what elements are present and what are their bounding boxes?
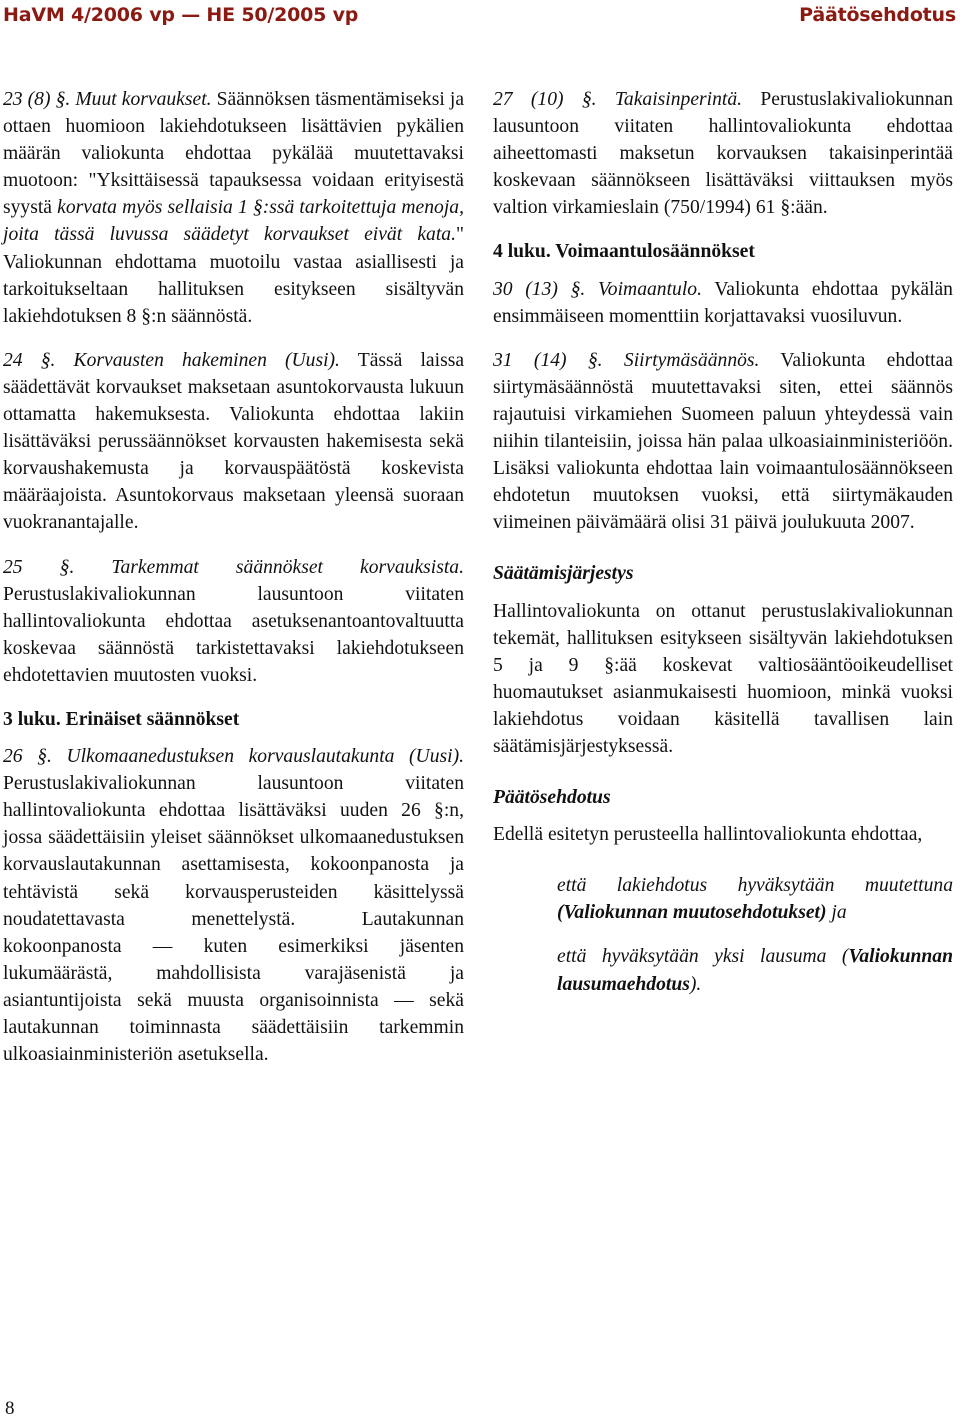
section-26-text: Perustuslakivaliokunnan lausuntoon viitaten hallintovaliokunta ehdottaa lisättäväksi uuden 26 §:n, jossa säädettäisiin yleiset säännökset ulkomaanedustuksen korvauslautakunnan asettamisesta, kokoonpanosta ja tehtävistä sekä korvausperusteiden käsittelyssä noudatettavasta menettelystä. Lautakunnan kokoonpanosta — kuten esimerkiksi jäsenten lukumäärästä, mahdollisista varajäsenistä ja asiantuntijoista sekä muusta organisoinnista — sekä lautakunnan toiminnasta säädettäisiin tarkemmin ulkoasiainministeriön asetuksella. [3,773,464,1066]
section-24-text: Tässä laissa säädettävät korvaukset maksetaan asuntokorvausta lukuun ottamatta hakemuksesta. Valiokunta ehdottaa lakiin lisättäväksi perussäännökset korvausten hakemisesta sekä korvaushakemusta ja korvauspäätöstä koskevista määräajoista. Asuntokorvaus maksetaan yleensä suoraan vuokranantajalle. [3,349,465,534]
section-23-heading: 23 (8) §. Muut korvaukset. [3,89,212,110]
proposal-item-2-tail: ). [689,973,702,995]
paragraph-30 [493,276,953,330]
left-column [3,86,464,1085]
legislative-procedure-text: Hallintovaliokunta on ottanut perustuslakivaliokunnan tekemät, hallituksen esitykseen sisältyvän lakiehdotuksen 5 ja 9 §:ää koskevat valtiosääntöoikeudelliset huomautukset asianmukaisesti huomioon, minkä vuoksi lakiehdotus voidaan käsitellä tavallisen lain säätämisjärjestyksessä. [493,600,953,757]
running-header-title: HaVM 4/2006 vp — HE 50/2005 vp [3,4,359,26]
proposal-item-2 [557,943,953,997]
paragraph-27 [493,86,953,221]
paragraph-24 [3,347,464,537]
right-column [493,86,953,1015]
section-23-text-end: " Valiokunnan ehdottama muotoilu vastaa asiallisesti ja tarkoitukseltaan hallituksen esitykseen sisältyvän lakiehdotuksen 8 §:n säännöstä. [3,224,464,327]
section-25-text: Perustuslakivaliokunnan lausuntoon viitaten hallintovaliokunta ehdottaa asetuksenantoantovaltuutta koskevaa säännöstä tarkistettavaksi lakiehdotukseen ehdotettavien muutosten vuoksi. [3,583,464,686]
section-23-quote: korvata myös sellaisia 1 §:ssä tarkoitettuja menoja, joita tässä luvussa säädetyt korvaukset eivät kata. [3,197,464,246]
section-26-heading: 26 §. Ulkomaanedustuksen korvauslautakunta (Uusi). [3,746,464,768]
running-header-section: Päätösehdotus [799,4,956,26]
proposal-item-1-bold: (Valiokunnan muutosehdotukset) [557,902,827,924]
page-number: 8 [5,1398,15,1419]
proposal-item-2-bold: Valiokunnan lausumaehdotus [557,946,953,995]
section-31-text: Valiokunta ehdottaa siirtymäsäännöstä muutettavaksi siten, ettei säännös rajautuisi virkamiehen Suomeen paluun yhteydessä vain niihin tilanteisiin, joissa hän palaa ulkoasiainministeriöön. Lisäksi valiokunta ehdottaa lain voimaantulosäännökseen ehdotetun muutoksen vuoksi, että siirtymäkauden viimeinen päivämäärä olisi 31 päivä joulukuuta 2007. [493,349,954,534]
chapter-4-heading: 4 luku. Voimaantulosäännökset [493,241,755,263]
paragraph-23 [3,86,464,330]
section-24-heading: 24 §. Korvausten hakeminen (Uusi). [3,349,340,371]
paragraph-31 [493,347,953,537]
paragraph-25 [3,554,464,689]
proposal-heading: Päätösehdotus [493,787,611,809]
proposal-item-1 [557,872,953,926]
section-25-heading: 25 §. Tarkemmat säännökset korvauksista. [3,556,464,578]
section-27-heading: 27 (10) §. Takaisinperintä. [493,89,743,110]
proposal-item-2-text: että hyväksytään yksi lausuma ( [557,946,849,968]
proposal-intro: Edellä esitetyn perusteella hallintovaliokunta ehdottaa, [493,824,923,846]
legislative-procedure-heading: Säätämisjärjestys [493,563,634,585]
section-31-heading: 31 (14) §. Siirtymäsäännös. [493,349,760,371]
section-30-heading: 30 (13) §. Voimaantulo. [493,278,702,300]
paragraph-26 [3,743,464,1068]
proposal-item-1-tail: ja [826,902,847,924]
proposal-item-1-text: että lakiehdotus hyväksytään muutettuna [557,875,953,897]
chapter-3-heading: 3 luku. Erinäiset säännökset [3,708,240,730]
section-30-text: Valiokunta ehdottaa pykälän ensimmäiseen momenttiin korjattavaksi vuosiluvun. [493,278,953,327]
section-27-text: Perustuslakivaliokunnan lausuntoon viitaten hallintovaliokunta ehdottaa aiheettomasti maksetun korvauksen takaisinperintää koskevaan säännökseen lisättäväksi viittauksen myös valtion virkamieslain (750/1994) 61 §:ään. [493,89,953,219]
section-23-text: Säännöksen täsmentämiseksi ja ottaen huomioon lakiehdotukseen lisättävien pykälien määrän valiokunta ehdottaa pykälää muutettavaksi muotoon: "Yksittäisessä tapauksessa voidaan erityisestä syystä [3,89,465,219]
